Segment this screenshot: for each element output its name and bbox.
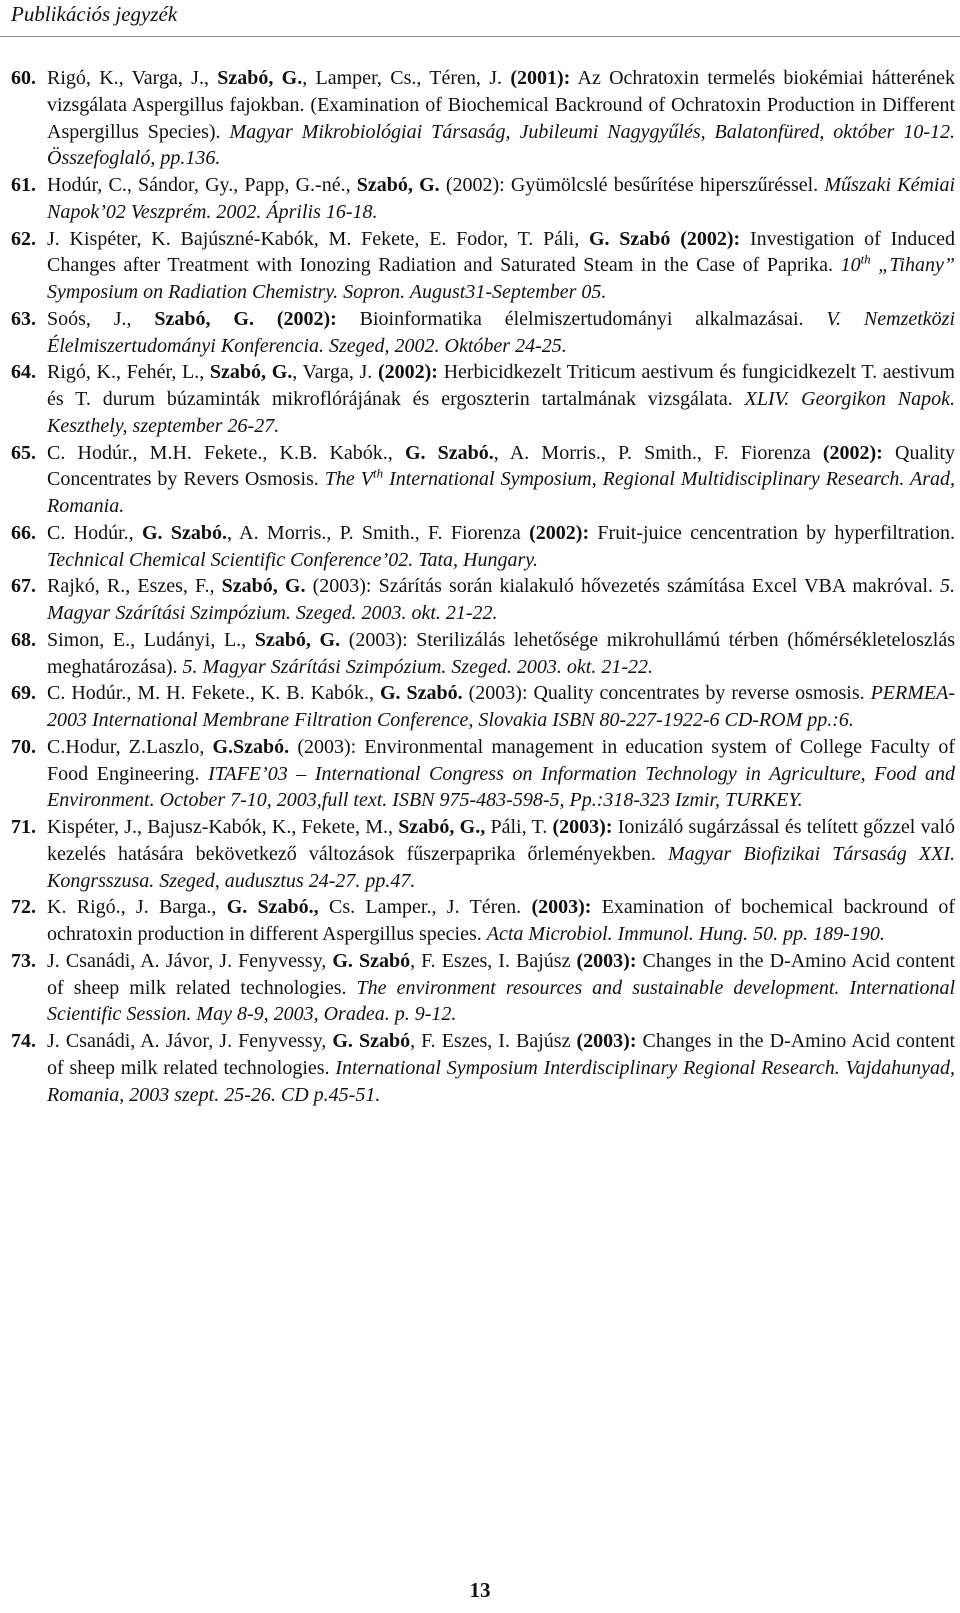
author-highlight: Szabó, G. — [154, 307, 254, 330]
entry-text: Fruit-juice cencentration by hyperfiltration. — [589, 521, 956, 544]
entry-text: Rigó, K., Fehér, L., — [47, 361, 210, 384]
author-highlight: G. Szabó. — [404, 441, 494, 464]
entry-text: (2002): Gyümölcslé besűrítése hiperszűréssel. — [439, 174, 825, 196]
entry-number: 63. — [11, 307, 36, 330]
author-highlight: Szabó, G. — [254, 628, 341, 651]
entry-number: 68. — [11, 628, 36, 651]
entry-text: (2003): Szárítás során kialakuló hővezetés számítása Excel VBA makróval. — [305, 575, 941, 598]
venue-text: International Symposium Interdisciplinary Regional Research. Vajdahunyad, Romania, 2003 szept. 25-26. CD p.45-51. — [47, 1056, 955, 1106]
page-number: 13 — [469, 1578, 491, 1602]
publication-entry — [11, 520, 955, 574]
author-highlight: Szabó, G. — [217, 67, 303, 89]
author-highlight: (2002): — [822, 441, 883, 464]
venue-text: Technical Chemical Scientific Conference’02. Tata, Hungary. — [47, 548, 539, 571]
publication-entry — [11, 440, 955, 520]
entry-text — [254, 308, 277, 330]
venue-text: Műszaki Kémiai Napok’02 Veszprém. 2002. Április 16-18. — [47, 174, 955, 223]
entry-text: K. Rigó., J. Barga., — [47, 896, 227, 919]
entry-number: 64. — [11, 361, 36, 384]
entry-text: Cs. Lamper., J. Téren. — [318, 896, 532, 919]
entry-number: 72. — [11, 896, 36, 919]
publication-entry — [11, 627, 955, 681]
venue-text: Acta Microbiol. Immunol. Hung. 50. pp. 189-190. — [486, 923, 885, 945]
entry-text: Hodúr, C., Sándor, Gy., Papp, G.-né., — [47, 174, 357, 196]
entry-text: Kispéter, J., Bajusz-Kabók, K., Fekete, M., — [47, 816, 399, 838]
entry-number: 74. — [11, 1030, 36, 1052]
entry-number: 66. — [11, 521, 36, 544]
entry-text: Az Ochratoxin termelés biokémiai hátterének vizsgálata Aspergillus fajokban. (Examination of Biochemical Backround of Ochratoxin Production in Different Aspergillus Species). — [47, 67, 955, 143]
venue-text: ITAFE’03 – International Congress on Information Technology in Agriculture, Food and Environment. October 7-10, 2003,full text. ISBN 975-483-598-5, Pp.:318-323 Izmir, TURKEY. — [47, 762, 955, 812]
page-header: Publikációs jegyzék — [11, 2, 178, 26]
entry-text: , Lamper, Cs., Téren, J. — [302, 67, 511, 89]
entry-text: J. Kispéter, K. Bajúszné-Kabók, M. Fekete, E. Fodor, T. Páli, — [47, 227, 589, 250]
author-highlight: G.Szabó. — [212, 735, 290, 758]
venue-text: The environment resources and sustainable development. International Scientific Session. May 8-9, 2003, Oradea. p. 9-12. — [47, 976, 956, 1026]
author-highlight: Szabó, G., — [398, 816, 486, 838]
author-highlight: Szabó, G. — [221, 575, 306, 598]
entry-text: Herbicidkezelt Triticum aestivum és fungicidkezelt T. aestivum és T. durum búzaminták mikroflórájának és ergoszterin tartalmának vizsgálata. — [47, 361, 955, 410]
author-highlight: (2002): — [276, 307, 337, 330]
author-highlight: G. Szabó. — [379, 682, 463, 705]
venue-text: 5. Magyar Szárítási Szimpózium. Szeged. 2003. okt. 21-22. — [182, 655, 654, 678]
publication-entry — [11, 734, 955, 814]
entry-text: C. Hodúr., — [47, 521, 142, 544]
publication-list — [11, 65, 955, 1108]
author-highlight: G. Szabó — [332, 1030, 411, 1052]
venue-text: 5. Magyar Szárítási Szimpózium. Szeged. 2003. okt. 21-22. — [47, 575, 956, 624]
entry-text: , F. Eszes, I. Bajúsz — [410, 1030, 577, 1052]
entry-text: Ionizáló sugárzással és telített gőzzel való kezelés hatására bekövetkező változások fűszerpaprika őrleményekben. — [47, 816, 956, 865]
author-highlight: G. Szabó. — [141, 521, 227, 544]
entry-number: 69. — [11, 682, 36, 705]
entry-number: 60. — [11, 67, 36, 89]
entry-text: J. Csanádi, A. Jávor, J. Fenyvessy, — [47, 949, 333, 972]
entry-text: (2003): Quality concentrates by reverse osmosis. — [462, 682, 871, 705]
venue-text: th — [860, 251, 871, 267]
entry-number: 70. — [11, 735, 36, 758]
entry-number: 65. — [11, 441, 36, 464]
entry-text: (2003): Sterilizálás lehetősége mikrohullámú térben (hőmérsékleteloszlás meghatározása). — [47, 628, 955, 678]
entry-text: Quality Concentrates by Revers Osmosis. — [47, 441, 955, 491]
publication-entry — [11, 172, 955, 226]
author-highlight: (2002): — [377, 361, 438, 384]
author-highlight: (2003): — [531, 896, 592, 919]
entry-text: Rajkó, R., Eszes, F., — [47, 575, 222, 598]
author-highlight: G. Szabó., — [226, 896, 319, 919]
entry-text: Changes in the D-Amino Acid content of sheep milk related technologies. — [47, 1030, 955, 1079]
venue-text: XLIV. Georgikon Napok. Keszthely, szeptember 26-27. — [47, 388, 955, 437]
publication-entry — [11, 573, 955, 627]
entry-number: 67. — [11, 575, 36, 598]
entry-text: Soós, J., — [47, 307, 155, 330]
entry-text: , A. Morris., P. Smith., F. Fiorenza — [493, 441, 823, 464]
venue-text: „Tihany” Symposium on Radiation Chemistry. Sopron. August31-September 05. — [47, 254, 955, 303]
entry-number: 73. — [11, 949, 36, 972]
entry-text: Bioinformatika élelmiszertudományi alkalmazásai. — [336, 307, 827, 330]
publication-entry — [11, 65, 955, 172]
venue-text: Magyar Mikrobiológiai Társaság, Jubileumi Nagygyűlés, Balatonfüred, október 10-12. Összefoglaló, pp.136. — [47, 120, 956, 170]
publication-entry — [11, 894, 955, 948]
venue-text: The V — [324, 468, 373, 491]
venue-text: V. Nemzetközi Élelmiszertudományi Konferencia. Szeged, 2002. Október 24-25. — [47, 307, 956, 357]
author-highlight: (2001): — [510, 67, 571, 89]
venue-text: 10 — [840, 254, 861, 277]
publication-entry — [11, 306, 955, 360]
author-highlight: G. Szabó — [332, 949, 411, 972]
entry-text: J. Csanádi, A. Jávor, J. Fenyvessy, — [47, 1030, 333, 1052]
entry-text: , Varga, J. — [292, 361, 378, 384]
entry-text: (2003): Environmental management in education system of College Faculty of Food Engineering. — [47, 735, 955, 785]
entry-text: Examination of bochemical backround of ochratoxin production in different Aspergillus species. — [47, 896, 956, 945]
publication-entry — [11, 226, 955, 306]
header-divider — [0, 36, 960, 37]
author-highlight: Szabó, G. — [356, 174, 440, 196]
entry-text: Changes in the D-Amino Acid content of sheep milk related technologies. — [47, 949, 955, 999]
entry-text: Investigation of Induced Changes after Treatment with Ionozing Radiation and Saturated Steam in the Case of Paprika. — [47, 227, 956, 277]
entry-text: Páli, T. — [485, 816, 553, 838]
entry-text: C.Hodur, Z.Laszlo, — [47, 735, 213, 758]
entry-number: 62. — [11, 227, 36, 250]
entry-text: C. Hodúr., M.H. Fekete., K.B. Kabók., — [47, 441, 405, 464]
venue-text: th — [372, 465, 384, 481]
venue-text: PERMEA- 2003 International Membrane Filtration Conference, Slovakia ISBN 80-227-1922-6 CD-ROM pp.:6. — [47, 682, 955, 731]
author-highlight: (2002): — [529, 521, 590, 544]
publication-entry — [11, 680, 955, 734]
entry-text: Rigó, K., Varga, J., — [47, 67, 218, 89]
author-highlight: (2003): — [576, 1030, 637, 1052]
entry-number: 61. — [11, 174, 36, 196]
entry-number: 71. — [11, 816, 36, 838]
publication-entry — [11, 359, 955, 439]
publication-entry — [11, 814, 955, 894]
entry-text: , A. Morris., P. Smith., F. Fiorenza — [226, 521, 530, 544]
entry-text: , F. Eszes, I. Bajúsz — [410, 949, 577, 972]
author-highlight: G. Szabó (2002): — [588, 227, 741, 250]
author-highlight: Szabó, G. — [209, 361, 293, 384]
publication-entry — [11, 948, 955, 1028]
author-highlight: (2003): — [552, 816, 613, 838]
venue-text: International Symposium, Regional Multidisciplinary Research. Arad, Romania. — [47, 468, 956, 517]
author-highlight: (2003): — [576, 949, 637, 972]
entry-text: C. Hodúr., M. H. Fekete., K. B. Kabók., — [47, 682, 380, 705]
entry-text: Simon, E., Ludányi, L., — [47, 628, 255, 651]
publication-entry — [11, 1028, 955, 1108]
venue-text: Magyar Biofizikai Társaság XXI. Kongrsszusa. Szeged, audusztus 24-27. pp.47. — [47, 842, 955, 892]
